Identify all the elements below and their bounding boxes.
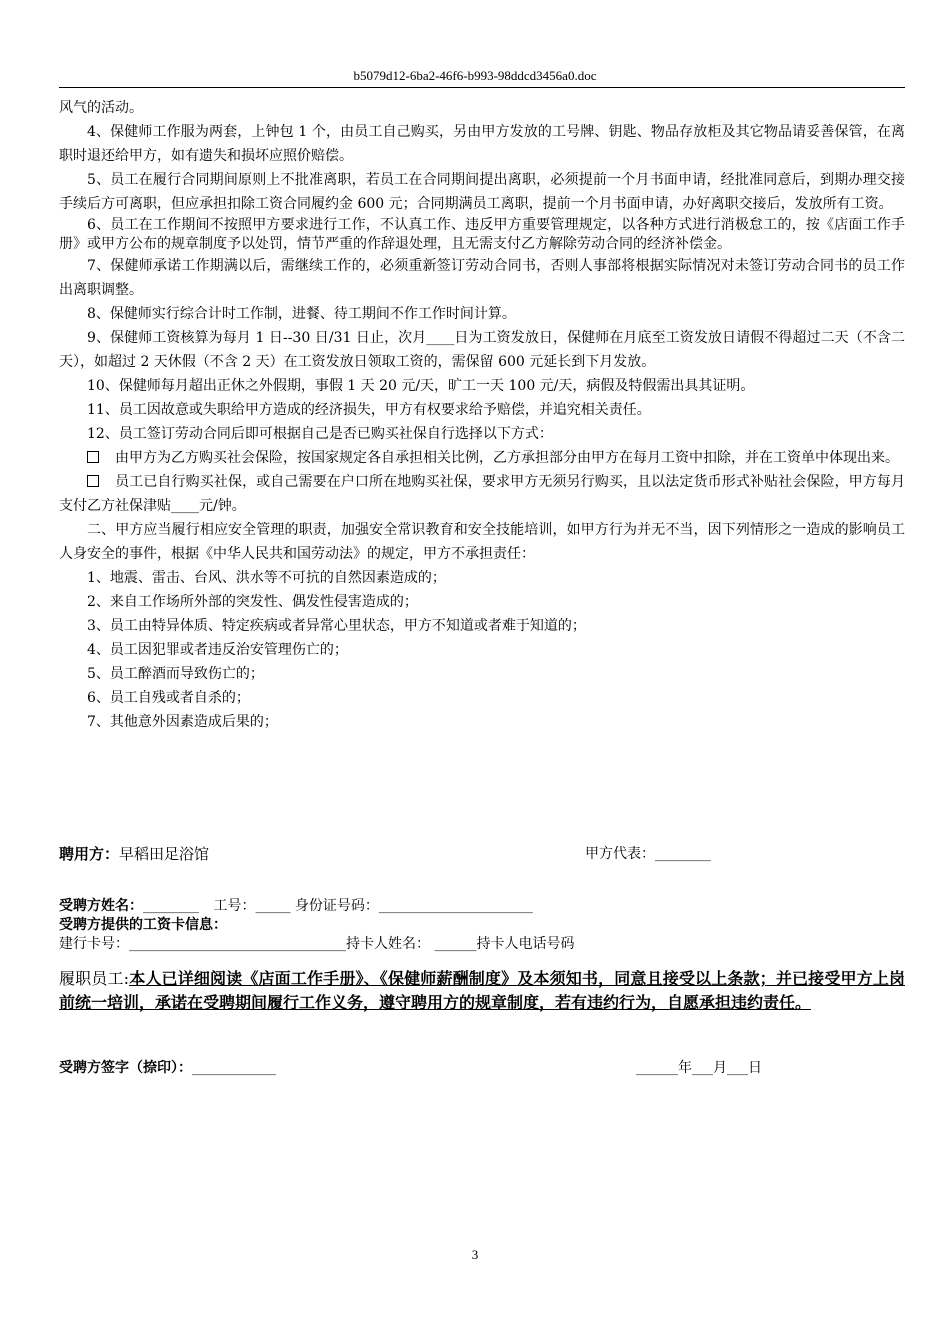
exemption-item: 7、其他意外因素造成后果的； xyxy=(87,714,278,730)
clause-11: 11、员工因故意或失职给甲方造成的经济损失，甲方有权要求给予赔偿，并追究相关责任。 xyxy=(87,402,651,418)
exemption-item: 2、来自工作场所外部的突发性、偶发性侵害造成的； xyxy=(87,594,418,610)
employee-declaration xyxy=(59,967,905,1015)
exemption-item: 1、地震、雷击、台风、洪水等不可抗的自然因素造成的； xyxy=(87,570,446,586)
signature-label: 受聘方签字（捺印）： xyxy=(59,1060,192,1076)
exemption-item: 5、员工醉酒而导致伤亡的； xyxy=(87,666,264,682)
document-header-filename: b5079d12-6ba2-46f6-b993-98ddcd3456a0.doc xyxy=(353,68,597,83)
clause-10: 10、保健师每月超出正休之外假期，事假 1 天 20 元/天，旷工一天 100 元/天，病假及特假需出具其证明。 xyxy=(87,378,755,394)
pay-card-line: 建行卡号：_______________________________持卡人姓名： ______持卡人电话号码 xyxy=(59,936,575,952)
employee-name-label: 受聘方姓名： xyxy=(59,898,143,914)
exemption-item: 3、员工由特异体质、特定疾病或者异常心里状态，甲方不知道或者难于知道的； xyxy=(87,618,586,634)
section-2: 二、甲方应当履行相应安全管理的职责，加强安全常识教育和安全技能培训，如甲方行为并无不当，因下列情形之一造成的影响员工人身安全的事件，根据《中华人民共和国劳动法》的规定，甲方不承担责任： xyxy=(59,522,905,562)
insurance-option-2 xyxy=(59,470,905,518)
declaration-prefix: 履职员工: xyxy=(59,969,130,988)
exemption-item: 4、员工因犯罪或者违反治安管理伤亡的； xyxy=(87,642,348,658)
clause-8: 8、保健师实行综合计时工作制，进餐、待工期间不作工作时间计算。 xyxy=(87,306,516,322)
signature-blank: ____________ xyxy=(192,1060,276,1076)
signature-line xyxy=(59,1057,905,1077)
insurance-option-1 xyxy=(59,446,905,470)
employer-line xyxy=(59,843,905,864)
employee-id-fields: 工号：_____ 身份证号码：______________________ xyxy=(213,898,533,914)
clause-7: 7、保健师承诺工作期满以后，需继续工作的，必须重新签订劳动合同书，否则人事部将根据实际情况对未签订劳动合同书的员工作出离职调整。 xyxy=(59,258,905,298)
clause-12: 12、员工签订劳动合同后即可根据自己是否已购买社保自行选择以下方式： xyxy=(87,426,553,442)
checkbox-option-2[interactable] xyxy=(87,475,99,487)
employee-name-blank: ________ xyxy=(143,898,199,914)
paragraph-0: 风气的活动。 xyxy=(59,100,143,116)
page-number: 3 xyxy=(471,1247,479,1262)
pay-card-info-label: 受聘方提供的工资卡信息： xyxy=(59,917,227,933)
insurance-option-1-text: 由甲方为乙方购买社会保险，按国家规定各自承担相关比例，乙方承担部分由甲方在每月工资中扣除，并在工资单中体现出来。 xyxy=(115,450,899,466)
clause-4: 4、保健师工作服为两套，上钟包 1 个，由员工自己购买，另由甲方发放的工号牌、钥匙、物品存放柜及其它物品请妥善保管，在离职时退还给甲方，如有遗失和损坏应照价赔偿。 xyxy=(59,124,905,164)
header-divider xyxy=(59,87,905,88)
signature-date: ______年___月___日 xyxy=(636,1060,762,1076)
employer-label: 聘用方： xyxy=(59,845,120,863)
clause-5: 5、员工在履行合同期间原则上不批准离职，若员工在合同期间提出离职，必须提前一个月书面申请，经批准同意后，到期办理交接手续后方可离职，但应承担扣除工资合同履约金 600 元；合同期满员工离职，提前一个月书面申请，办好离职交接后，发放所有工资。 xyxy=(59,172,905,212)
exemption-item: 6、员工自残或者自杀的； xyxy=(87,690,250,706)
clause-9: 9、保健师工资核算为每月 1 日--30 日/31 日止，次月____日为工资发放日，保健师在月底至工资发放日请假不得超过二天（不含二天），如超过 2 天休假（不含 2 天）在工资发放日领取工资的，需保留 600 元延长到下月发放。 xyxy=(59,330,905,370)
clause-6: 6、员工在工作期间不按照甲方要求进行工作，不认真工作、违反甲方重要管理规定，以各种方式进行消极怠工的，按《店面工作手册》或甲方公布的规章制度予以处罚，情节严重的作辞退处理，且无需支付乙方解除劳动合同的经济补偿金。 xyxy=(59,217,905,252)
declaration-text: 本人已详细阅读《店面工作手册》、《保健师薪酬制度》及本须知书，同意且接受以上条款；并已接受甲方上岗前统一培训，承诺在受聘期间履行工作义务，遵守聘用方的规章制度，若有违约行为，自愿承担违约责任。 xyxy=(59,969,905,1012)
contract-body xyxy=(59,96,905,734)
employer-representative: 甲方代表：________ xyxy=(585,846,711,862)
checkbox-option-1[interactable] xyxy=(87,451,99,463)
insurance-option-2-text: 员工已自行购买社保，或自己需要在户口所在地购买社保，要求甲方无须另行购买，且以法定货币形式补贴社会保险，甲方每月支付乙方社保津贴____元/钟。 xyxy=(59,474,905,514)
employer-name: 早稻田足浴馆 xyxy=(119,845,210,863)
employee-name-line xyxy=(59,895,905,915)
